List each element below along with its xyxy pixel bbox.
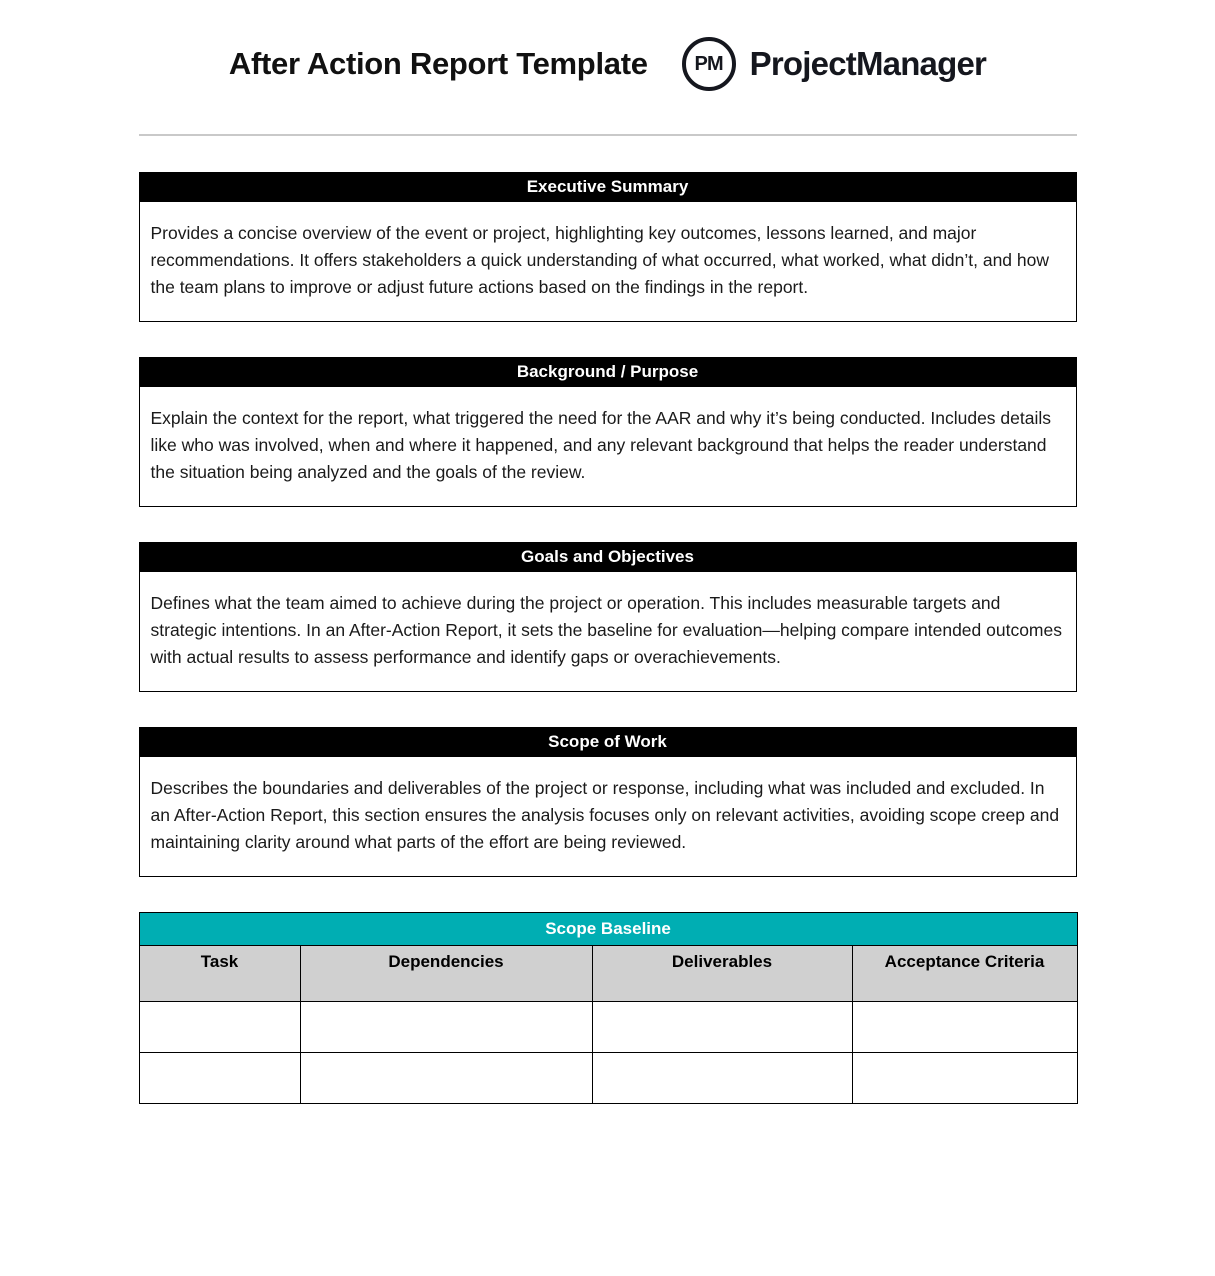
cell-deliverables[interactable] [592,1053,852,1104]
cell-task[interactable] [139,1053,300,1104]
section-content[interactable] [139,202,1077,322]
table-row [139,1053,1077,1104]
column-header-deliverables: Deliverables [592,946,852,1002]
table-header-row [139,946,1077,1002]
section-paragraph: Provides a concise overview of the event or project, highlighting key outcomes, lessons learned, and major recommendations. It offers stakeholders a quick understanding of what occurred, what worked, what didn’t, and how the team plans to improve or adjust future actions based on the findings in the report. [150,223,1050,297]
section-executive-summary [139,172,1077,322]
column-header-dependencies: Dependencies [300,946,592,1002]
cell-deliverables[interactable] [592,1002,852,1053]
section-goals-and-objectives [139,542,1077,692]
column-header-task: Task [139,946,300,1002]
section-content[interactable] [139,757,1077,877]
section-paragraph: Defines what the team aimed to achieve during the project or operation. This includes measurable targets and strategic intentions. In an After-Action Report, it sets the baseline for evaluation—helping compare intended outcomes with actual results to assess performance and identify gaps or overachievements. [150,593,1062,667]
scope-baseline-table [139,912,1078,1104]
table-title: Scope Baseline [139,913,1077,946]
section-heading: Goals and Objectives [139,542,1077,572]
section-scope-of-work [139,727,1077,877]
pm-circle-logo-icon [682,37,736,91]
document-header [0,0,1215,110]
cell-dependencies[interactable] [300,1053,592,1104]
cell-task[interactable] [139,1002,300,1053]
section-heading: Background / Purpose [139,357,1077,387]
section-heading: Executive Summary [139,172,1077,202]
document-body [139,136,1077,1104]
pm-monogram-text: PM [694,53,723,75]
cell-acceptance-criteria[interactable] [852,1002,1077,1053]
brand-name: ProjectManager [749,45,987,82]
section-paragraph: Describes the boundaries and deliverables of the project or response, including what was included and excluded. In an After-Action Report, this section ensures the analysis focuses only on relevant activities, avoiding scope creep and maintaining clarity around what parts of the effort are being reviewed. [150,778,1060,852]
section-content[interactable] [139,572,1077,692]
column-header-acceptance-criteria: Acceptance Criteria [852,946,1077,1002]
section-content[interactable] [139,387,1077,507]
cell-acceptance-criteria[interactable] [852,1053,1077,1104]
brand-logo [682,37,986,91]
table-title-row [139,913,1077,946]
section-heading: Scope of Work [139,727,1077,757]
section-paragraph: Explain the context for the report, what triggered the need for the AAR and why it’s being conducted. Includes details like who was involved, when and where it happened, and any relevant background that helps the reader understand the situation being analyzed and the goals of the review. [150,408,1052,482]
section-background-purpose [139,357,1077,507]
page-title: After Action Report Template [228,46,648,81]
table-row [139,1002,1077,1053]
cell-dependencies[interactable] [300,1002,592,1053]
